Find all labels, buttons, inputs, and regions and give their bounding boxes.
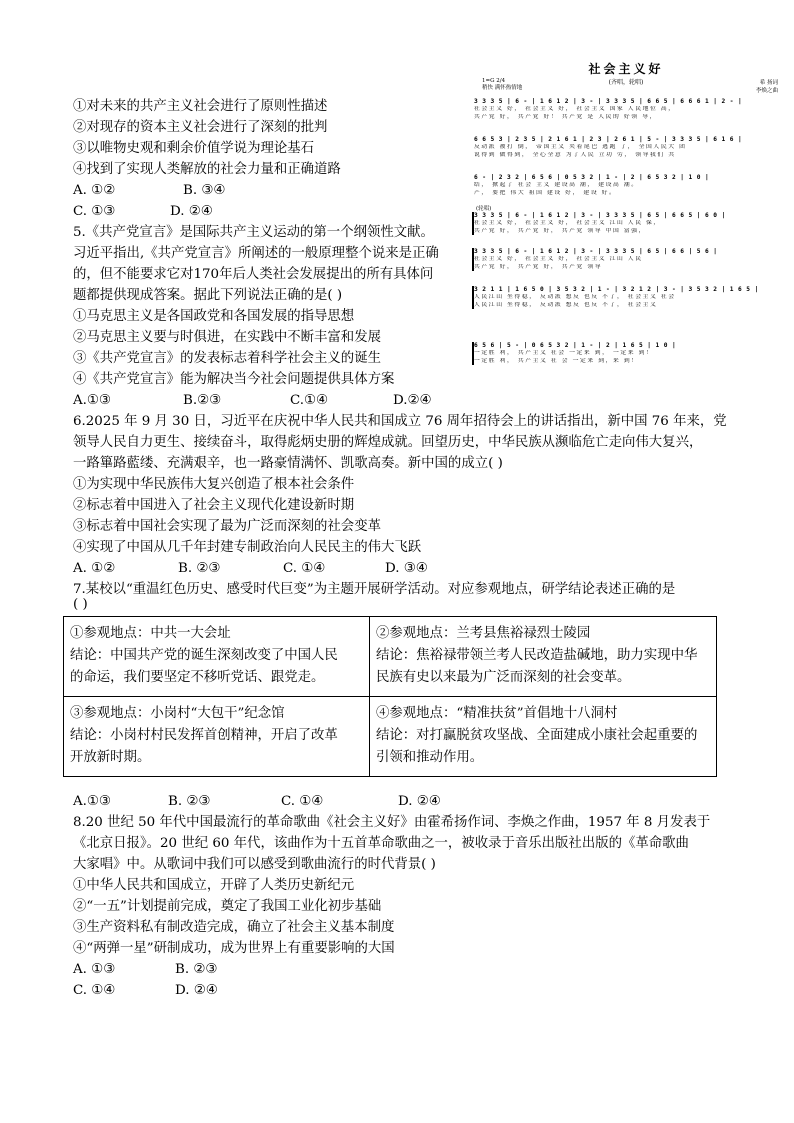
score-notes: 3 3 3 5 | 6 - | 1 6 1 2 | 3 - | 3 3 3 5 | 6 5 | 6 6 5 | 6 0 |	[474, 212, 726, 219]
q6-stem: 领导人民自力更生、接续奋斗，取得彪炳史册的辉煌成就。回望历史，中华民族从濒临危亡走向伟大复兴，	[73, 435, 703, 450]
q5-choice-b[interactable]: B.②③	[183, 393, 222, 408]
score-lyric: 反动派 被打 倒， 帝国主义 夹着尾巴 逃跑 了， 全国人民大 团	[474, 144, 687, 150]
score-notes: 3 3 3 5 | 6 - | 1 6 1 2 | 3 - | 3 3 3 5 | 6 5 | 6 6 | 5 6 |	[474, 248, 718, 255]
score-round-mark: (轮唱)	[476, 206, 492, 212]
score-system	[474, 248, 778, 271]
score-system	[474, 212, 778, 235]
sheet-music-figure	[470, 58, 782, 388]
q6-choice-c[interactable]: C. ①④	[283, 561, 326, 576]
table-row	[64, 617, 717, 697]
q7-choice-a[interactable]: A.①③	[73, 794, 111, 809]
score-composer: 李焕之曲	[755, 88, 778, 94]
q8-option: ①中华人民共和国成立，开辟了人类历史新纪元	[73, 878, 355, 893]
q8-stem: 《北京日报》。20 世纪 60 年代，该曲作为十五首革命歌曲之一，被收录于音乐出版社出版的《革命歌曲	[73, 836, 689, 851]
score-notes: 3 2 1 1 | 1 6 5 0 | 3 5 3 2 | 1 - | 3 2 1 2 | 3 - | 3 5 3 2 | 1 6 5 |	[474, 286, 759, 293]
q8-choice-a[interactable]: A. ①③	[73, 962, 116, 977]
score-subtitle: (齐唱，轮唱)	[608, 79, 644, 86]
q5-choice-a[interactable]: A.①③	[73, 393, 111, 408]
score-tempo: 1=G 2/4 稍快 满怀热情地	[482, 78, 523, 91]
q7-stem: 7.某校以“重温红色历史、感受时代巨变”为主题开展研学活动。对应参观地点，研学结论表述正确的是	[73, 582, 676, 597]
table-cell: ①参观地点：中共一大会址 结论：中国共产党的诞生深刻改变了中国人民 的命运，我们要坚定不移听党话、跟党走。	[64, 617, 370, 697]
q5-stem: 的，但不能要求它对170年后人类社会发展提出的所有具体问	[73, 267, 434, 282]
q5-stem: 5.《共产党宣言》是国际共产主义运动的第一个纲领性文献。	[73, 225, 434, 240]
score-lyric: 共产党 好， 共产党 好， 共产党 领导 中国 富强，	[474, 227, 647, 234]
q6-choice-a[interactable]: A. ①②	[73, 561, 116, 576]
q5-stem: 题都提供现成答案。据此下列说法正确的是( )	[73, 288, 343, 303]
q4-choice-a[interactable]: A. ①②	[73, 183, 116, 198]
q6-option: ①为实现中华民族伟大复兴创造了根本社会条件	[73, 477, 355, 492]
score-system	[474, 286, 778, 309]
score-notes: 6 5 6 | 5 - | 0 6 5 3 2 | 1 - | 2 | 1 6 5 | 1 0 |	[474, 342, 677, 349]
q4-option: ②对现存的资本主义社会进行了深刻的批判	[73, 120, 328, 135]
score-lyric: 一定胜 利， 共产主义 社会 一定来 到， 一定来 到！	[474, 350, 654, 356]
q7-choice-b[interactable]: B. ②③	[168, 794, 211, 809]
score-lyric: 一定胜 利， 共产主义 社 会 一定来 到，来 到！	[474, 357, 639, 364]
score-lyric: 共产党 好， 共产党 好， 共产党 领导	[474, 263, 603, 270]
q4-option: ③以唯物史观和剩余价值学说为理论基石	[73, 141, 315, 156]
score-title: 社会主义好	[588, 62, 664, 76]
score-lyricist: 希 扬词	[759, 80, 778, 86]
q6-option: ④实现了中国从几千年封建专制政治向人民民主的伟大飞跃	[73, 540, 422, 555]
score-lyric: 社会主义 好， 社会主义 好， 社会主义 江山 人民 保，	[474, 220, 661, 226]
table-cell: ④参观地点：“精准扶贫”首倡地十八洞村 结论：对打赢脱贫攻坚战、全面建成小康社会起重要的 引领和推动作用。	[370, 697, 717, 777]
q5-choice-c[interactable]: C.①④	[290, 393, 329, 408]
q7-choice-d[interactable]: D. ②④	[398, 794, 441, 809]
q8-stem: 8.20 世纪 50 年代中国最流行的革命歌曲《社会主义好》由霍希扬作词、李焕之作曲，1957 年 8 月发表于	[73, 815, 711, 830]
q4-option: ①对未来的共产主义社会进行了原则性描述	[73, 99, 328, 114]
score-lyric: 共产党 好， 共产党 好！ 共产党 是 人民的 好领 导，	[474, 113, 657, 120]
q6-choice-d[interactable]: D. ③④	[385, 561, 428, 576]
q6-option: ③标志着中国社会实现了最为广泛而深刻的社会变革	[73, 519, 381, 534]
score-notes: 3 3 3 5 | 6 - | 1 6 1 2 | 3 - | 3 3 3 5 | 6 6 5 | 6 6 6 1 | 2 - |	[474, 98, 743, 105]
q4-choice-c[interactable]: C. ①③	[73, 204, 116, 219]
table-cell: ③参观地点：小岗村“大包干”纪念馆 结论：小岗村村民发挥首创精神，开启了改革 开放新时期。	[64, 697, 370, 777]
q6-stem: 6.2025 年 9 月 30 日，习近平在庆祝中华人民共和国成立 76 周年招待会上的讲话指出，新中国 76 年来，党	[73, 414, 727, 429]
q5-option: ②马克思主义要与时俱进，在实践中不断丰富和发展	[73, 330, 381, 345]
table-row	[64, 697, 717, 777]
q8-option: ④“两弹一星”研制成功，成为世界上有重要影响的大国	[73, 941, 395, 956]
q5-option: ④《共产党宣言》能为解决当今社会问题提供具体方案	[73, 372, 395, 387]
q8-choice-b[interactable]: B. ②③	[175, 962, 218, 977]
score-lyric: 社会主义 好， 社会主义 好， 社会主义 江山 人民	[474, 256, 643, 262]
score-lyric: 社会主义 好， 社会主义 好， 社会主义 国家 人民地位 高，	[474, 106, 676, 112]
q6-option: ②标志着中国进入了社会主义现代化建设新时期	[73, 498, 355, 513]
q4-choice-d[interactable]: D. ②④	[170, 204, 213, 219]
score-system	[474, 342, 778, 365]
score-notes: 6 - | 2 3 2 | 6 5 6 | 0 5 3 2 | 1 - | 2 | 6 5 3 2 | 1 0 |	[474, 174, 710, 181]
score-lyric: 说得到 做得到， 全心全意 为了人民 立功 劳， 领导我们 共	[474, 151, 676, 158]
q8-option: ③生产资料私有制改造完成，确立了社会主义基本制度	[73, 920, 395, 935]
q8-stem: 大家唱》中。从歌词中我们可以感受到歌曲流行的时代背景( )	[73, 857, 436, 872]
score-lyric: 人民江山 坐得稳， 反动派 想反 也反 不了， 社会主义	[474, 301, 658, 308]
score-system	[474, 136, 778, 159]
q8-choice-d[interactable]: D. ②④	[175, 983, 218, 998]
research-table	[63, 616, 717, 777]
q5-option: ③《共产党宣言》的发表标志着科学社会主义的诞生	[73, 351, 381, 366]
q4-option: ④找到了实现人类解放的社会力量和正确道路	[73, 162, 341, 177]
score-lyric: 结， 掀起了 社会 主义 建设高 潮， 建设高 潮。	[474, 182, 639, 188]
q5-choice-d[interactable]: D.②④	[393, 393, 432, 408]
q8-option: ②“一五”计划提前完成，奠定了我国工业化初步基础	[73, 899, 382, 914]
q5-option: ①马克思主义是各国政党和各国发展的指导思想	[73, 309, 355, 324]
score-system	[474, 174, 778, 197]
q8-choice-c[interactable]: C. ①④	[73, 983, 116, 998]
q6-stem: 一路篳路藍缕、充满艰辛，也一路豪情满怀、凯歌高奏。新中国的成立( )	[73, 456, 503, 471]
table-cell: ②参观地点：兰考县焦裕禄烈士陵园 结论：焦裕禄带领兰考人民改造盐碱地，助力实现中华 民族有史以来最为广泛而深刻的社会变革。	[370, 617, 717, 697]
q6-choice-b[interactable]: B. ②③	[178, 561, 221, 576]
q7-stem: ( )	[73, 597, 88, 612]
q4-choice-b[interactable]: B. ③④	[183, 183, 226, 198]
score-lyric: 人民江山 坐得稳， 反动派 想反 也反 不了， 社会主义 社会	[474, 294, 676, 300]
score-lyric: 产， 要把 伟大 祖国 建设 好， 建设 好。	[474, 189, 617, 196]
score-system	[474, 98, 778, 121]
q5-stem: 习近平指出,《共产党宣言》所阐述的一般原理整个说来是正确	[73, 246, 439, 261]
q7-choice-c[interactable]: C. ①④	[281, 794, 324, 809]
score-notes: 6 6 5 3 | 2 3 5 | 2 1 6 1 | 2 3 | 2 6 1 | 5 - | 3 3 3 5 | 6 1 6 |	[474, 136, 743, 143]
